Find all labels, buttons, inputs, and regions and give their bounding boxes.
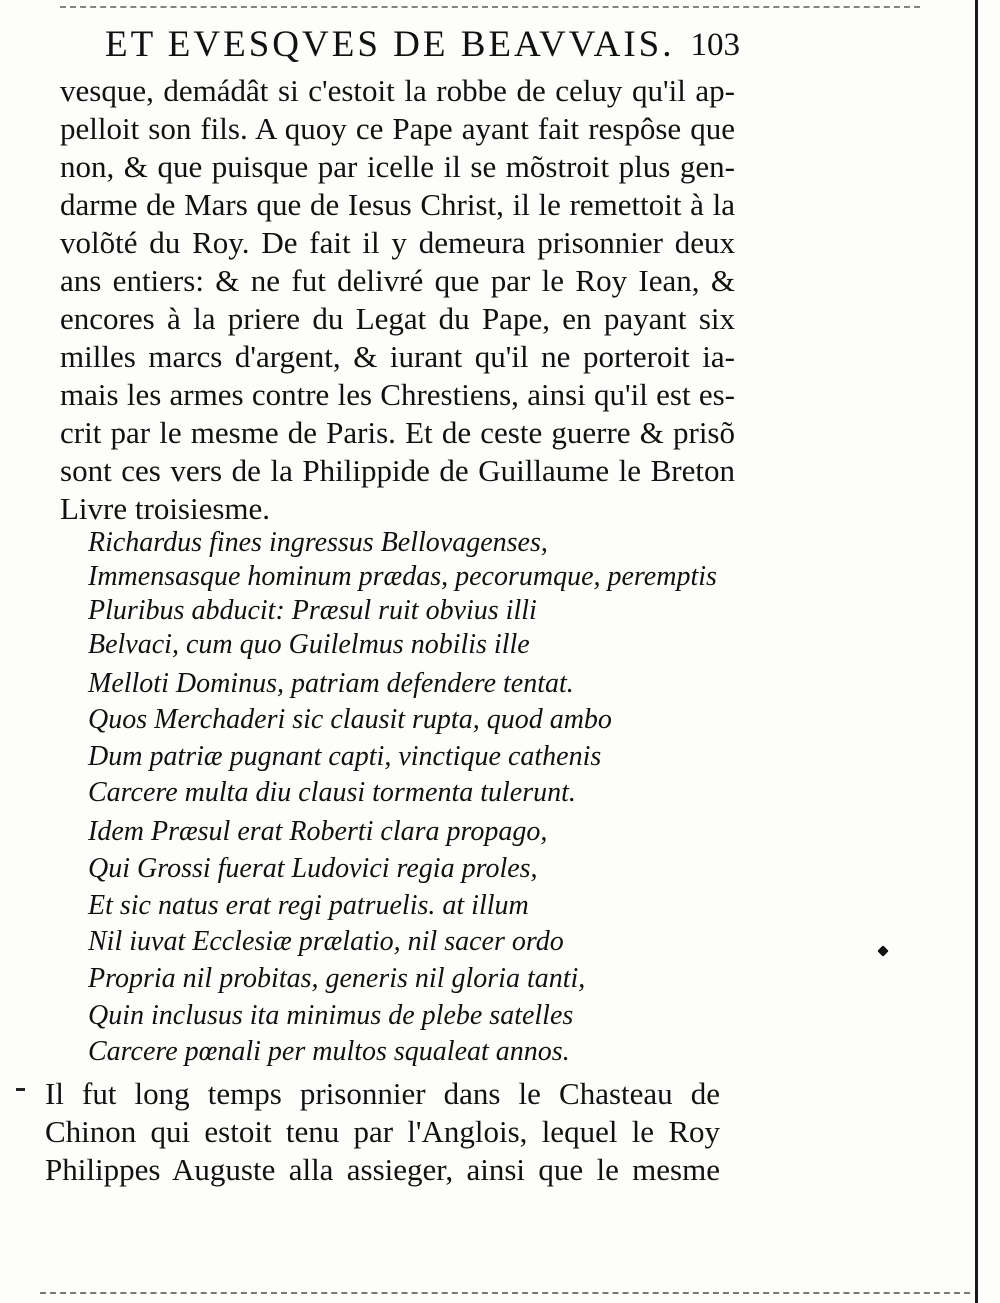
text-line: pelloit son fils. A quoy ce Pape ayant fait respôse que [60, 111, 735, 146]
text-line: encores à la priere du Legat du Pape, en payant six [60, 301, 735, 336]
verse-line: Dum patriæ pugnant capti, vinctique cathenis [88, 741, 602, 772]
verse-line: Qui Grossi fuerat Ludovici regia proles, [88, 853, 538, 884]
verse-line: Carcere multa diu clausi tormenta tulerunt. [88, 777, 576, 808]
margin-dash [16, 1088, 25, 1091]
text-line: darme de Mars que de Iesus Christ, il le remettoit à la [60, 187, 735, 222]
text-line: milles marcs d'argent, & iurant qu'il ne porteroit ia- [60, 339, 735, 374]
verse-line: Carcere pœnali per multos squaleat annos. [88, 1036, 570, 1067]
running-header [105, 20, 740, 70]
text-line: Livre troisiesme. [60, 491, 271, 526]
page-gutter-edge [975, 0, 978, 1303]
verse-line: Melloti Dominus, patriam defendere tentat. [88, 668, 574, 699]
text-line: mais les armes contre les Chrestiens, ainsi qu'il est es- [60, 377, 735, 412]
verse-line: Idem Præsul erat Roberti clara propago, [88, 816, 548, 847]
ink-speck [877, 945, 888, 956]
text-line: volõté du Roy. De fait il y demeura prisonnier deux [60, 225, 735, 260]
verse-line: Belvaci, cum quo Guilelmus nobilis ille [88, 629, 530, 660]
page-bottom-edge [40, 1292, 970, 1296]
verse-line: Quin inclusus ita minimus de plebe satelles [88, 1000, 574, 1031]
text-line: non, & que puisque par icelle il se mõstroit plus gen- [60, 149, 735, 184]
verse-line: Quos Merchaderi sic clausit rupta, quod ambo [88, 704, 612, 735]
text-line: Chinon qui estoit tenu par l'Anglois, lequel le Roy [45, 1114, 720, 1149]
text-line: crit par le mesme de Paris. Et de ceste guerre & prisõ [60, 415, 735, 450]
verse-line: Propria nil probitas, generis nil gloria tanti, [88, 963, 586, 994]
page-number: 103 [690, 27, 740, 63]
text-line: Philippes Auguste alla assieger, ainsi que le mesme [45, 1152, 720, 1187]
text-line: ans entiers: & ne fut delivré que par le Roy Iean, & [60, 263, 735, 298]
running-title: ET EVESQVES DE BEAVVAIS. [105, 24, 675, 65]
verse-line: Richardus fines ingressus Bellovagenses, [88, 527, 548, 558]
verse-line: Pluribus abducit: Præsul ruit obvius illi [88, 595, 537, 626]
verse-line: Nil iuvat Ecclesiæ prælatio, nil sacer ordo [88, 926, 564, 957]
verse-line: Et sic natus erat regi patruelis. at illum [88, 890, 529, 921]
page-top-edge [60, 0, 920, 8]
text-line: sont ces vers de la Philippide de Guillaume le Breton [60, 453, 735, 488]
verse-line: Immensasque hominum prædas, pecorumque, peremptis [88, 561, 717, 592]
text-line: Il fut long temps prisonnier dans le Chasteau de [45, 1076, 720, 1111]
text-line: vesque, demádât si c'estoit la robbe de celuy qu'il ap- [60, 73, 735, 108]
